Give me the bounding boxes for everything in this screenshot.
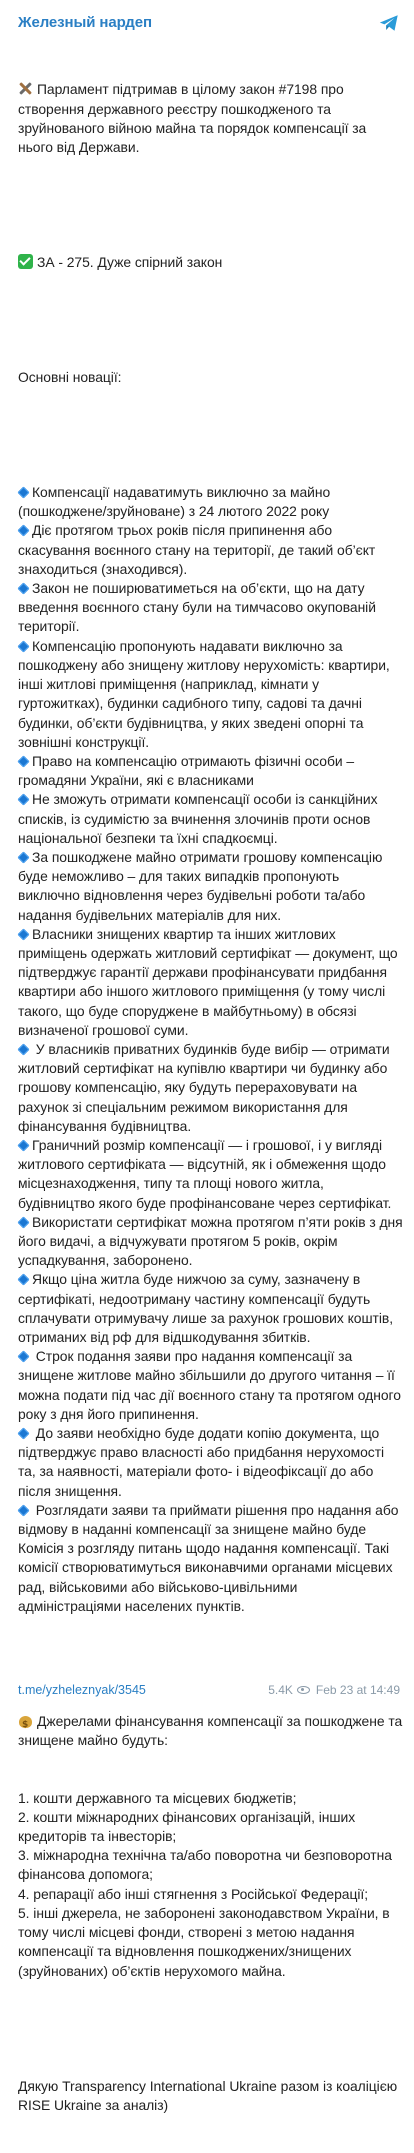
innovation-item: До заяви необхідно буде додати копію документа, що підтверджує право власності або придбання нерухомості та, за наявності, матеріали фото- і відеофіксації до або після знищення.: [18, 1425, 388, 1499]
innovations-list: [18, 483, 407, 1616]
channel-name-link[interactable]: Железный нардеп: [18, 14, 152, 31]
hammer-and-wrench-icon: [18, 81, 33, 96]
innovation-item: Якщо ціна житла буде нижчою за суму, зазначену в сертифікаті, недоотриману частину компенсації будуть сплачувати отримувачу лише за рахунок грошових коштів, отриманих від рф для відшкодування збитків.: [18, 1271, 397, 1345]
blue-diamond-icon: [17, 486, 29, 498]
thanks-paragraph: Дякую Transparency International Ukraine разом із коаліцією RISE Ukraine за аналіз): [18, 2077, 401, 2113]
innovation-item: Компенсацію пропонують надавати виключно за пошкоджену або знищену житлову нерухомість: квартири, інші житлові приміщення (наприклад, кімнати у гуртожитках), будинки садибного типу, садові та дачні будинки, об’єкти будівництва, у яких зведені опорні та зовнішні конструкції.: [18, 637, 394, 750]
blue-diamond-icon: [17, 1427, 29, 1439]
innovation-item: Закон не поширюватиметься на об’єкти, що на дату введення воєнного стану були на тимчасово окупованій території.: [18, 580, 380, 635]
blue-diamond-icon: [17, 1043, 29, 1055]
telegram-share-icon[interactable]: [378, 12, 400, 34]
blue-diamond-icon: [17, 1274, 29, 1286]
blue-diamond-icon: [17, 583, 29, 595]
innovation-item: Використати сертифікат можна протягом п’яти років з дня його видачі, а відчужувати протягом 5 років, окрім успадкування, заборонено.: [18, 1213, 407, 1269]
funding-title: $Джерелами фінансування компенсації за пошкоджене та знищене майно будуть:: [18, 1712, 404, 1750]
post-text: [18, 42, 407, 2153]
innovation-item: За пошкоджене майно отримати грошову компенсацію буде неможливо – для таких випадків пропонують виключно відновлення через будівельні роботи та/або надання будівельних матеріалів для них.: [18, 848, 387, 923]
headline-paragraph: Парламент підтримав в цілому закон #7198 про створення державного реєстру пошкодженого та зруйнованого війною майна та порядок компенсації за нього від Держави.: [18, 81, 371, 156]
funding-item: 2. кошти міжнародних фінансових організацій, інших кредиторів та інвесторів;: [18, 1808, 359, 1845]
post-link[interactable]: t.me/yzheleznyak/3545: [18, 1683, 146, 1697]
innovation-item: Право на компенсацію отримають фізичні особи – громадяни України, які є власниками: [18, 752, 358, 789]
eye-icon: [297, 1686, 310, 1694]
check-mark-icon: [18, 254, 33, 269]
blue-diamond-icon: [17, 1139, 29, 1151]
innovation-item: Граничний розмір компенсації — і грошової, і у вигляді житлового сертифіката — відсутній, як і обмеження щодо місцезнаходження, типу та площі нового житла, будівництво якого буде профінансоване через сертифікат.: [18, 1136, 392, 1211]
innovation-item: У власників приватних будинків буде вибір — отримати житловий сертифікат на купівлю квартири чи будинку або грошову компенсацію, яку будуть перераховувати на рахунок зі спеціальним режимом використання для фінансування будівництва.: [18, 1040, 394, 1134]
blue-diamond-icon: [17, 755, 29, 767]
innovation-item: Діє протягом трьох років після припинення або скасування воєнного стану на території, де такий об’єкт знаходиться (знаходився).: [18, 522, 379, 577]
innovation-item: Не зможуть отримати компенсації особи із санкційних списків, із судимістю за вчинення злочинів проти основ національної безпеки та їхні спадкоємці.: [18, 791, 382, 846]
money-bag-icon: [18, 1713, 33, 1728]
blue-diamond-icon: [17, 640, 29, 652]
blue-diamond-icon: [17, 1504, 29, 1516]
blue-diamond-icon: [17, 525, 29, 537]
post-header: [18, 10, 404, 36]
blue-diamond-icon: [17, 1351, 29, 1363]
innovation-item: Компенсації надаватимуть виключно за майно (пошкоджене/зруйноване) з 24 лютого 2022 року: [18, 484, 334, 520]
post-meta: [268, 1683, 400, 1697]
innovation-item: Розглядати заяви та приймати рішення про надання або відмову в наданні компенсації за знищене майно буде Комісія з розгляду питань щодо надання компенсації. Такі комісії створюватимуться виконавчими органами місцевих рад, військовими або військово-цивільними адміністраціями населених пунктів.: [18, 1501, 403, 1614]
blue-diamond-icon: [17, 1216, 29, 1228]
innovations-title: Основні новації:: [18, 369, 122, 386]
blue-diamond-icon: [17, 794, 29, 806]
funding-item: 3. міжнародна технічна та/або поворотна чи безповоротна фінансова допомога;: [18, 1847, 396, 1883]
innovation-item: Строк подання заяви про надання компенсації за знищене житлове майно збільшили до другого читання – її можна подати під час дії воєнного стану та протягом одного року з дня його припинення.: [18, 1348, 405, 1422]
post-date: Feb 23 at 14:49: [315, 1683, 400, 1697]
funding-list: [18, 1789, 404, 1981]
view-count: 5.4K: [268, 1683, 293, 1697]
vote-paragraph: ЗА - 275. Дуже спірний закон: [18, 253, 404, 272]
post-footer: [18, 1681, 404, 1701]
innovation-item: Власники знищених квартир та інших житлових приміщень одержать житловий сертифікат — документ, що підтверджує гарантії держави профінансувати придбання квартири або іншого житлового приміщення (у тому числі такого, що буде споруджене в майбутньому) в обсязі визначеної грошової суми.: [18, 925, 402, 1038]
funding-item: 4. репарації або інші стягнення з Російської Федерації;: [18, 1885, 369, 1902]
funding-item: 5. інші джерела, не заборонені законодавством України, в тому числі місцеві фонди, створені з метою надання компенсації та відновлення пошкоджених/знищених (зруйнованих) об’єктів нерухомого майна.: [18, 1904, 394, 1979]
blue-diamond-icon: [17, 928, 29, 940]
blue-diamond-icon: [17, 851, 29, 863]
funding-item: 1. кошти державного та місцевих бюджетів;: [18, 1789, 297, 1806]
